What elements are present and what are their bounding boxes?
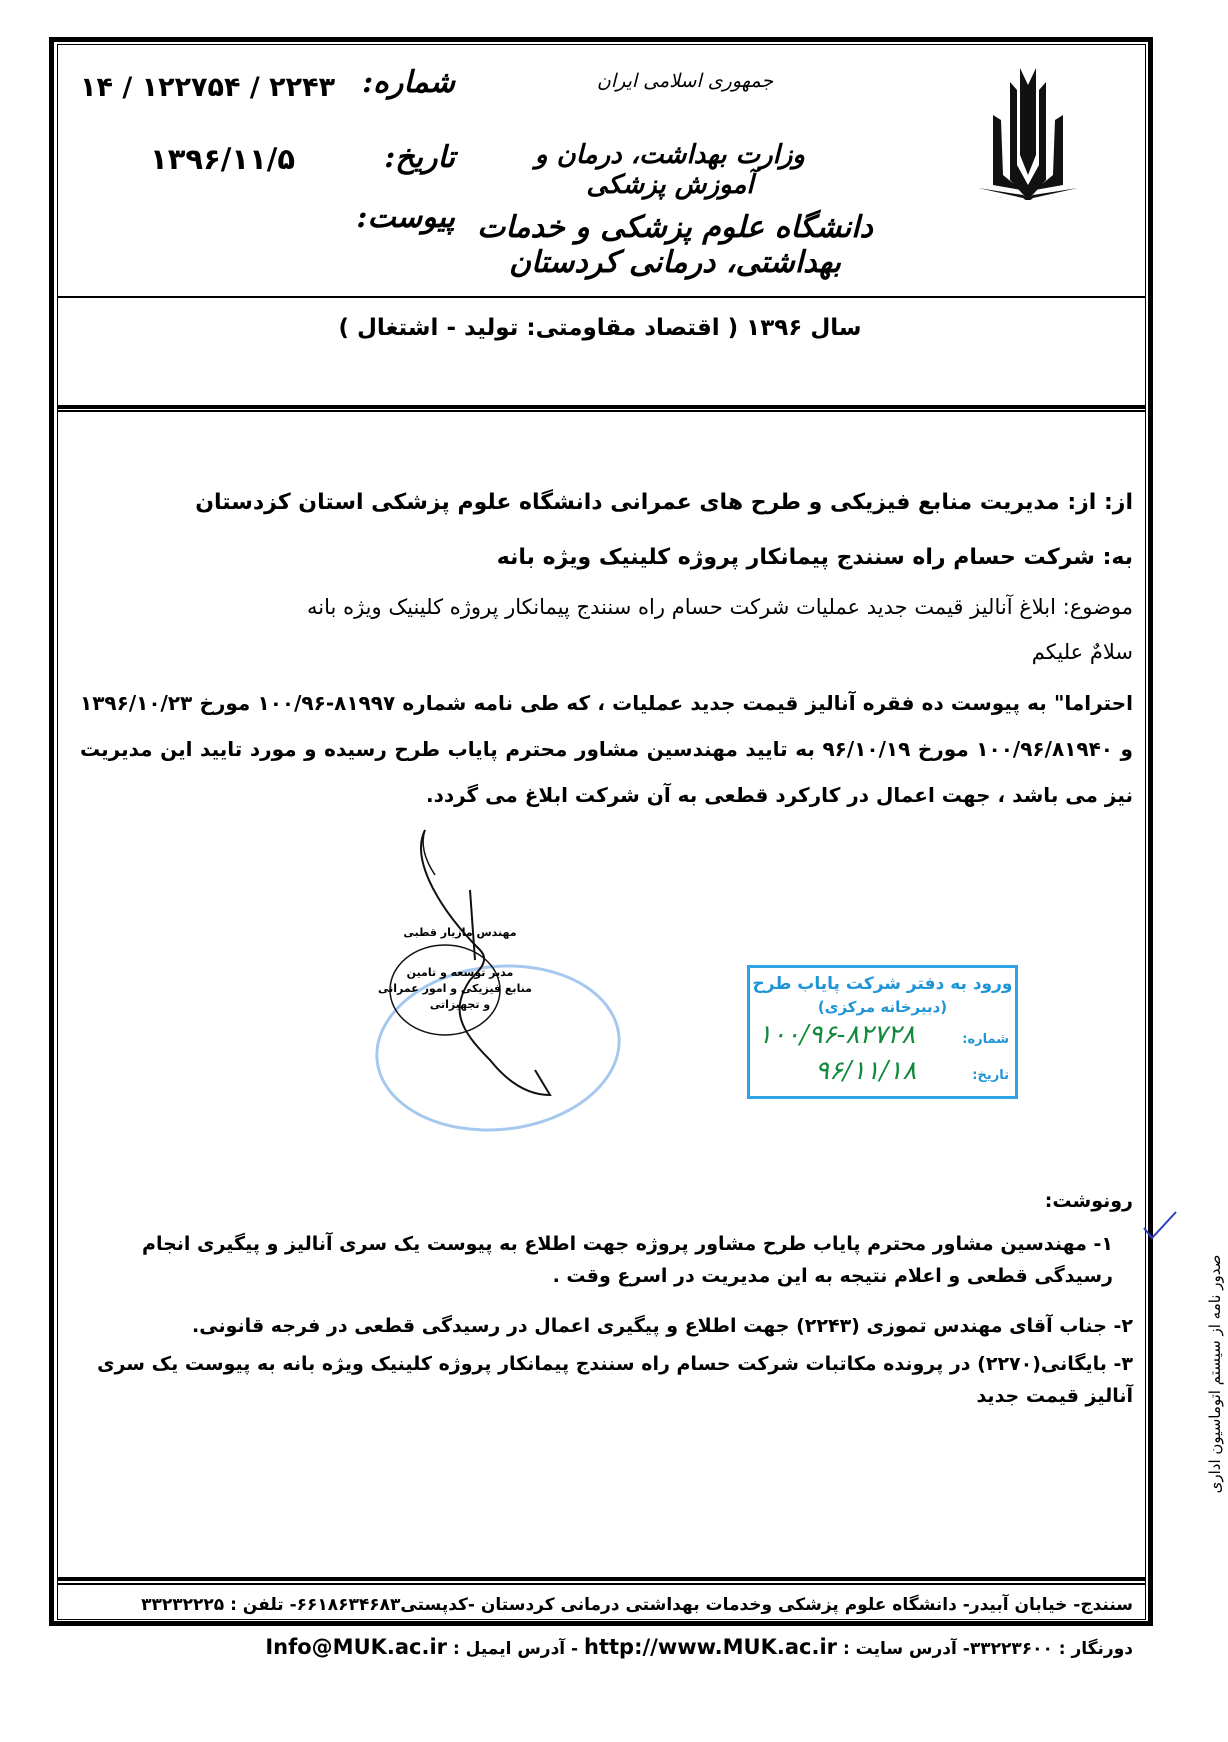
automation-side-note [1200,1120,1224,1630]
signatory-title-2: منابع فیزیکی و امور عمرانی [378,982,532,995]
ministry-title: وزارت بهداشت، درمان و آموزش پزشکی [535,140,805,200]
footer-contact [75,1635,1133,1659]
email-link[interactable]: Info@MUK.ac.ir [265,1635,448,1659]
stamp-date-label: تاریخ: [972,1068,1009,1083]
footer-fax: دورنگار : ۳۳۲۲۳۶۰۰- آدرس سایت : [842,1639,1133,1659]
letter-to: به: شرکت حسام راه سنندج پیمانکار پروژه کلینیک ویژه بانه [496,545,1133,570]
letter-body: احتراما" به پیوست ده فقره آنالیز قیمت جدید عملیات ، که طی نامه شماره ۸۱۹۹۷-۱۰۰/۹۶ مورخ ۱۳۹۶/۱۰/۲۳ و ۱۰۰/۹۶/۸۱۹۴۰ مورخ ۹۶/۱۰/۱۹ به تایید مهندسین مشاور محترم پایاب طرح رسیده و مورد تایید این مدیریت نیز می باشد ، جهت اعمال در کارکرد قطعی به آن شرکت ابلاغ می گردد. [80,691,1133,807]
attachment-label: پیوست: [356,200,455,235]
footer-divider-thin [57,1583,1146,1585]
letter-number-label: شماره: [362,65,455,100]
footer-divider [57,1577,1146,1581]
letter-subject: موضوع: ابلاغ آنالیز قیمت جدید عملیات شرکت حسام راه سنندج پیمانکار پروژه کلینیک ویژه بانه [307,595,1133,619]
signatory-name: مهندس مازیار قطبی [403,926,517,939]
year-slogan: سال ۱۳۹۶ ( اقتصاد مقاومتی: تولید - اشتغال ) [338,315,862,341]
cc-item: ۳- بایگانی(۲۲۷۰) در پرونده مکاتبات شرکت حسام راه سنندج پیمانکار پروژه کلینیک ویژه بانه به پیوست یک سری آنالیز قیمت جدید [97,1353,1133,1407]
footer-email-label: - آدرس ایمیل : [452,1639,579,1659]
cc-title: رونوشت: [1044,1190,1133,1212]
side-note-text: صدور نامه از سیستم اتوماسیون اداری [1206,1254,1224,1494]
republic-title: جمهوری اسلامی ایران [596,70,774,92]
cc-item: ۲- جناب آقای مهندس تموزی (۲۲۴۳) جهت اطلاع و پیگیری اعمال در رسیدگی قطعی در فرجه قانونی. [192,1315,1133,1337]
header-divider [57,296,1146,298]
signatory-title-3: و تجهیزاتی [429,998,491,1011]
letter-from: از: از: مدیریت منابع فیزیکی و طرح های عمرانی دانشگاه علوم پزشکی استان کزدستان [195,490,1133,515]
letter-greeting: سلامٌ علیکم [1031,640,1133,664]
slogan-divider-bottom [57,410,1146,412]
footer-address: سنندج- خیابان آبیدر- دانشگاه علوم پزشکی وخدمات بهداشتی درمانی کردستان -کدپستی۶۶۱۸۶۳۴۶۸۳- تلفن : ۳۳۲۳۲۲۲۵ [141,1595,1133,1615]
letter-date-value: ۱۳۹۶/۱۱/۵ [150,142,296,176]
letter-date-label: تاریخ: [384,140,455,175]
letter-number-value: ۱۴ / ۱۲۲۷۵۴ / ۲۲۴۳ [80,72,336,103]
checkmark-icon [1140,1208,1180,1248]
signatory-title-1: مدیر توسعه و تامین [406,966,514,979]
slogan-divider-top [57,405,1146,409]
website-link[interactable]: http://www.MUK.ac.ir [584,1635,838,1659]
cc-item: ۱- مهندسین مشاور محترم پایاب طرح مشاور پروژه جهت اطلاع به پیوست یک سری آنالیز و پیگیری انجام رسیدگی قطعی و اعلام نتیجه به این مدیریت در اسرع وقت . [142,1233,1113,1287]
receipt-stamp [747,965,1018,1099]
stamp-title: ورود به دفتر شرکت پایاب طرح [752,974,1013,994]
stamp-date-value: ۹۶/۱۱/۱۸ [815,1056,917,1086]
stamp-number-value: ۱۰۰/۹۶-۸۲۷۲۸ [758,1020,916,1050]
stamp-subtitle: (دبیرخانه مرکزی) [817,998,948,1016]
university-logo-icon [973,60,1083,200]
university-title: دانشگاه علوم پزشکی و خدمات بهداشتی، درمانی کردستان [477,210,873,280]
stamp-number-label: شماره: [962,1032,1009,1047]
